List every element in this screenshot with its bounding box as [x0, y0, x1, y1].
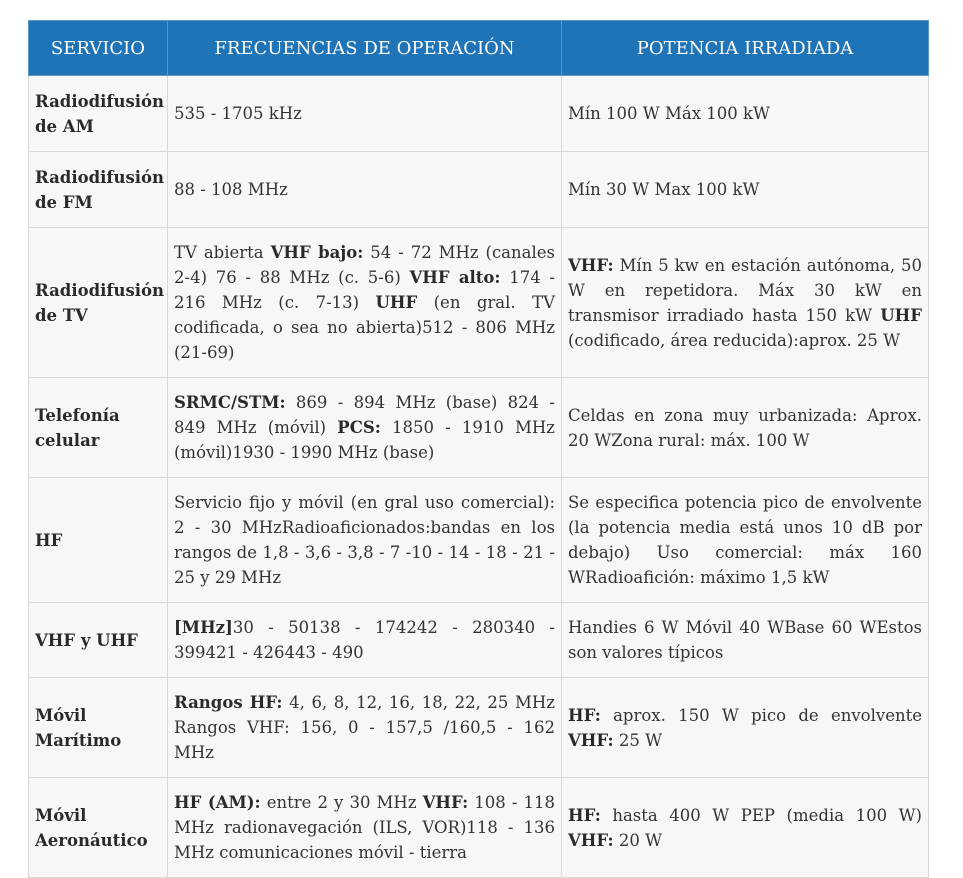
- cell-text: 4, 6, 8, 12, 16, 18, 22, 25 MHz Rangos VHF: 156, 0 - 157,5 /160,5 - 162 MHz: [174, 693, 555, 762]
- servicio-cell: Móvil Aeronáutico: [29, 778, 168, 878]
- potencia-cell: [562, 228, 929, 378]
- cell-text: 25 W: [613, 730, 663, 750]
- header-frecuencias: FRECUENCIAS DE OPERACIÓN: [168, 21, 562, 76]
- potencia-cell: [562, 603, 929, 678]
- frecuencias-cell: [168, 76, 562, 152]
- bold-label: HF:: [568, 705, 601, 725]
- frecuencias-cell: [168, 152, 562, 228]
- cell-text: (en gral. TV codificada, o sea no abierta)512 - 806 MHz (21-69): [174, 293, 555, 362]
- cell-text: Mín 30 W Max 100 kW: [568, 180, 760, 199]
- table-row: [29, 228, 929, 378]
- cell-text: 1850 - 1910 MHz (móvil)1930 - 1990 MHz (base): [174, 418, 555, 462]
- potencia-cell: [562, 76, 929, 152]
- cell-text: 174 - 216 MHz (c. 7-13): [174, 268, 555, 312]
- table-row: [29, 778, 929, 878]
- bold-label: [MHz]: [174, 618, 233, 637]
- bold-label: VHF bajo:: [270, 243, 364, 262]
- bold-label: VHF:: [568, 255, 614, 275]
- bold-label: PCS:: [337, 418, 381, 437]
- potencia-cell: [562, 378, 929, 478]
- bold-label: HF (AM):: [174, 793, 261, 812]
- cell-text: Mín 5 kw en estación autónoma, 50 W en repetidora. Máx 30 kW en transmisor irradiado hasta 150 kW: [568, 255, 922, 325]
- cell-text: Se especifica potencia pico de envolvente (la potencia media está unos 10 dB por debajo) Uso comercial: máx 160 WRadioafición: máximo 1,5 kW: [568, 493, 922, 587]
- bold-label: SRMC/STM:: [174, 393, 286, 412]
- bold-label: VHF:: [422, 793, 469, 812]
- table-row: [29, 678, 929, 778]
- servicio-cell: Radiodifusión de TV: [29, 228, 168, 378]
- bold-label: UHF: [880, 305, 922, 325]
- cell-text: TV abierta: [174, 243, 271, 262]
- servicio-cell: Radiodifusión de FM: [29, 152, 168, 228]
- cell-text: 30 - 50138 - 174242 - 280340 - 399421 - 426443 - 490: [174, 618, 555, 662]
- cell-text: 88 - 108 MHz: [174, 180, 288, 199]
- potencia-cell: [562, 778, 929, 878]
- bold-label: Rangos HF:: [174, 693, 283, 712]
- header-servicio: SERVICIO: [29, 21, 168, 76]
- frecuencias-cell: [168, 678, 562, 778]
- bold-label: VHF:: [568, 830, 614, 850]
- frecuencias-cell: [168, 228, 562, 378]
- frecuencias-cell: [168, 378, 562, 478]
- cell-text: Handies 6 W Móvil 40 WBase 60 WEstos son valores típicos: [568, 618, 922, 662]
- bold-label: UHF: [375, 293, 418, 312]
- cell-text: (codificado, área reducida):aprox. 25 W: [568, 330, 901, 350]
- frecuencias-cell: [168, 603, 562, 678]
- cell-text: Servicio fijo y móvil (en gral uso comercial): 2 - 30 MHzRadioaficionados:bandas en los rangos de 1,8 - 3,6 - 3,8 - 7 -10 - 14 - 18 - 21 - 25 y 29 MHz: [174, 493, 555, 587]
- bold-label: HF:: [568, 805, 601, 825]
- servicio-cell: Telefonía celular: [29, 378, 168, 478]
- cell-text: hasta 400 W PEP (media 100 W): [600, 805, 922, 825]
- bold-label: VHF alto:: [409, 268, 501, 287]
- table-row: [29, 478, 929, 603]
- cell-text: 535 - 1705 kHz: [174, 104, 302, 123]
- frecuencias-cell: [168, 778, 562, 878]
- cell-text: Celdas en zona muy urbanizada: Aprox. 20 WZona rural: máx. 100 W: [568, 405, 922, 450]
- servicio-cell: Radiodifusión de AM: [29, 76, 168, 152]
- potencia-cell: [562, 478, 929, 603]
- table-row: [29, 76, 929, 152]
- potencia-cell: [562, 678, 929, 778]
- servicio-cell: VHF y UHF: [29, 603, 168, 678]
- cell-text: 869 - 894 MHz (base) 824 - 849 MHz (móvil): [174, 393, 555, 437]
- table-row: [29, 152, 929, 228]
- table-row: [29, 603, 929, 678]
- servicio-cell: HF: [29, 478, 168, 603]
- header-potencia: POTENCIA IRRADIADA: [562, 21, 929, 76]
- table-header-row: [29, 21, 929, 76]
- cell-text: entre 2 y 30 MHz: [260, 793, 423, 812]
- bold-label: VHF:: [568, 730, 614, 750]
- cell-text: aprox. 150 W pico de envolvente: [600, 705, 922, 725]
- cell-text: 20 W: [613, 830, 663, 850]
- potencia-cell: [562, 152, 929, 228]
- cell-text: 108 - 118 MHz radionavegación (ILS, VOR)118 - 136 MHz comunicaciones móvil - tierra: [174, 793, 555, 862]
- servicio-cell: Móvil Marítimo: [29, 678, 168, 778]
- table-row: [29, 378, 929, 478]
- cell-text: Mín 100 W Máx 100 kW: [568, 104, 770, 123]
- frecuencias-cell: [168, 478, 562, 603]
- cell-text: 54 - 72 MHz (canales 2-4) 76 - 88 MHz (c. 5-6): [174, 243, 555, 287]
- frequency-table: [28, 20, 929, 878]
